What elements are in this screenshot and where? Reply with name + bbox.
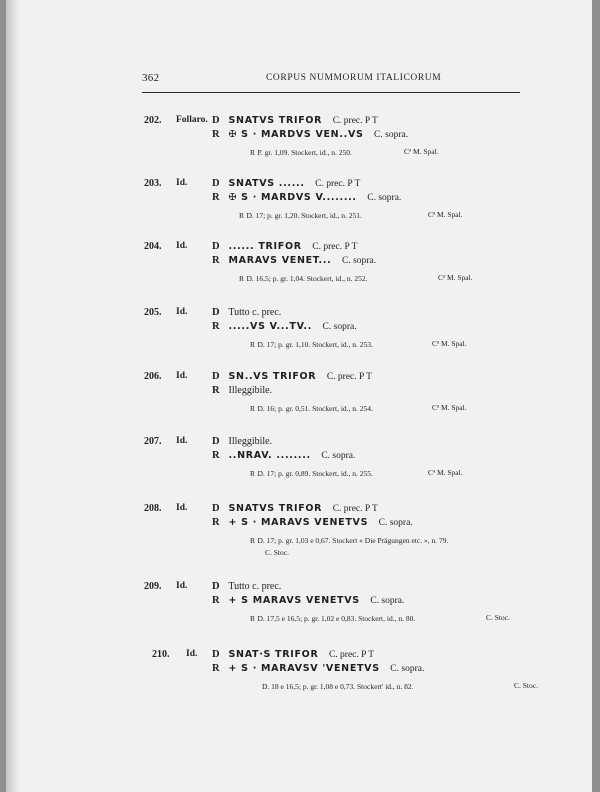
obverse-description: C. prec. P T	[326, 372, 372, 382]
condition-mark: R	[239, 274, 245, 283]
obverse-mark: D	[212, 436, 220, 447]
reverse-description: Illeggibile.	[228, 385, 273, 396]
obverse-line	[212, 371, 372, 382]
obverse-description: Tutto c. prec.	[228, 307, 282, 318]
condition-mark: R	[239, 211, 245, 220]
reverse-legend: + S · MARAVS VENETVS	[228, 517, 369, 528]
entry-denomination: Id.	[176, 307, 188, 317]
entry-collection: Cª M. Spal.	[438, 273, 473, 282]
condition-mark: R	[250, 340, 256, 349]
entry-denomination: Id.	[176, 581, 188, 591]
obverse-legend: SNATVS TRIFOR	[228, 115, 323, 126]
detail-line	[250, 403, 373, 414]
entry-denomination: Id.	[176, 371, 188, 381]
reverse-legend: .....VS V...TV..	[228, 321, 313, 332]
reverse-description: C. sopra.	[378, 518, 413, 528]
obverse-description: C. prec. P T	[312, 242, 358, 252]
condition-mark: R	[250, 614, 256, 623]
header-rule	[142, 92, 520, 93]
entry-collection: C. Stoc.	[514, 681, 538, 690]
reverse-description: C. sopra.	[367, 193, 402, 203]
obverse-line	[212, 307, 281, 318]
entry-number: 204.	[144, 241, 162, 252]
reverse-legend: + S · MARAVSV 'VENETVS	[228, 663, 380, 674]
obverse-mark: D	[212, 307, 220, 318]
reverse-line	[212, 321, 357, 332]
reverse-description: C. sopra.	[322, 322, 357, 332]
obverse-line	[212, 178, 360, 189]
reverse-legend: + S MARAVS VENETVS	[228, 595, 360, 606]
reverse-mark: R	[212, 129, 220, 140]
entry-collection: Cª M. Spal.	[404, 147, 439, 156]
reverse-mark: R	[212, 192, 220, 203]
obverse-line	[212, 241, 357, 252]
reverse-mark: R	[212, 450, 220, 461]
reverse-line	[212, 255, 376, 266]
entry-number: 208.	[144, 503, 162, 514]
reverse-legend: ✠ S · MARDVS V........	[228, 192, 357, 203]
obverse-line	[212, 503, 378, 514]
obverse-mark: D	[212, 581, 220, 592]
obverse-line	[212, 115, 378, 126]
entry-denomination: Follaro.	[176, 115, 208, 125]
obverse-description: Tutto c. prec.	[228, 581, 282, 592]
reverse-mark: R	[212, 517, 220, 528]
entry-number: 207.	[144, 436, 162, 447]
obverse-legend: SNAT·S TRIFOR	[228, 649, 319, 660]
reverse-line	[212, 663, 424, 674]
entry-collection: Cª M. Spal.	[432, 403, 467, 412]
obverse-line	[212, 581, 281, 592]
entry-details: D. 16,5; p. gr. 1,04. Stockert, id., n. 252.	[246, 274, 368, 283]
obverse-description: C. prec. P T	[315, 179, 361, 189]
condition-mark: R	[250, 469, 256, 478]
entry-number: 203.	[144, 178, 162, 189]
reverse-mark: R	[212, 663, 220, 674]
detail-line	[250, 468, 373, 479]
condition-mark: R	[250, 536, 256, 545]
page-sheet	[6, 0, 592, 792]
entry-details: D. 18 e 16,5; p. gr. 1,08 e 0,73. Stockert' id., n. 82.	[262, 682, 414, 691]
entry-number: 209.	[144, 581, 162, 592]
reverse-line	[212, 450, 355, 461]
reverse-legend: ✠ S · MARDVS VEN..VS	[228, 129, 364, 140]
entry-denomination: Id.	[186, 649, 198, 659]
obverse-line	[212, 649, 374, 660]
entry-collection: Cª M. Spal.	[432, 339, 467, 348]
obverse-legend: SNATVS ......	[228, 178, 305, 189]
reverse-legend: ..NRAV. ........	[228, 450, 311, 461]
obverse-mark: D	[212, 649, 220, 660]
obverse-mark: D	[212, 371, 220, 382]
reverse-mark: R	[212, 595, 220, 606]
entry-number: 206.	[144, 371, 162, 382]
entry-details: D. 17; p. gr. 1,03 e 0,67. Stockert « Die Prägungen etc. », n. 79.	[257, 536, 449, 545]
reverse-description: C. sopra.	[321, 451, 356, 461]
obverse-description: C. prec. P T	[332, 116, 378, 126]
obverse-mark: D	[212, 241, 220, 252]
entry-denomination: Id.	[176, 178, 188, 188]
detail-line	[239, 210, 362, 221]
entry-denomination: Id.	[176, 241, 188, 251]
condition-mark: R	[250, 148, 256, 157]
entry-details: D. 16; p. gr. 0,51. Stockert, id., n. 254.	[257, 404, 373, 413]
entry-collection: C. Stoc.	[486, 613, 510, 622]
condition-mark: R	[250, 404, 256, 413]
detail-line	[250, 613, 415, 624]
obverse-legend: ...... TRIFOR	[228, 241, 302, 252]
detail-line	[250, 339, 373, 350]
obverse-mark: D	[212, 503, 220, 514]
detail-line	[262, 681, 414, 692]
reverse-description: C. sopra.	[370, 596, 405, 606]
entry-denomination: Id.	[176, 436, 188, 446]
obverse-description: C. prec. P T	[328, 650, 375, 660]
detail-line	[239, 273, 368, 284]
reverse-legend: MARAVS VENET...	[228, 255, 332, 266]
entry-details: P. gr. 1,09. Stockert, id., n. 250.	[257, 148, 352, 157]
obverse-description: C. prec. P T	[332, 504, 378, 514]
detail-line	[250, 147, 352, 158]
reverse-line	[212, 517, 413, 528]
obverse-mark: D	[212, 115, 220, 126]
detail-line	[250, 535, 448, 546]
obverse-legend: SNATVS TRIFOR	[228, 503, 323, 514]
entry-number: 210.	[152, 649, 170, 660]
running-head	[142, 72, 520, 88]
entry-collection: C. Stoc.	[265, 548, 289, 557]
obverse-description: Illeggibile.	[228, 436, 273, 447]
reverse-mark: R	[212, 255, 220, 266]
obverse-line	[212, 436, 272, 447]
reverse-line	[212, 129, 408, 140]
reverse-line	[212, 192, 401, 203]
reverse-mark: R	[212, 385, 220, 396]
obverse-mark: D	[212, 178, 220, 189]
entry-number: 205.	[144, 307, 162, 318]
entry-number: 202.	[144, 115, 162, 126]
reverse-description: C. sopra.	[341, 256, 377, 266]
entry-details: D. 17; p. gr. 1,10. Stockert, id., n. 253.	[257, 340, 373, 349]
running-title: CORPUS NUMMORUM ITALICORUM	[266, 73, 442, 83]
page-number: 362	[142, 72, 160, 84]
entry-details: D. 17,5 e 16,5; p. gr. 1,02 e 0,83. Stockert, id., n. 80.	[257, 614, 416, 623]
entry-collection: Cª M. Spal.	[428, 210, 463, 219]
obverse-legend: SN..VS TRIFOR	[228, 371, 317, 382]
entry-details: D. 17; p. gr. 1,20. Stockert, id., n. 251.	[246, 211, 362, 220]
reverse-line	[212, 385, 272, 396]
reverse-line	[212, 595, 404, 606]
reverse-description: C. sopra.	[374, 130, 409, 140]
reverse-description: C. sopra.	[390, 664, 425, 674]
entry-denomination: Id.	[176, 503, 188, 513]
entry-details: D. 17; p. gr. 0,89. Stockert, id., n. 255.	[257, 469, 373, 478]
reverse-mark: R	[212, 321, 220, 332]
entry-collection: Cª M. Spal.	[428, 468, 463, 477]
